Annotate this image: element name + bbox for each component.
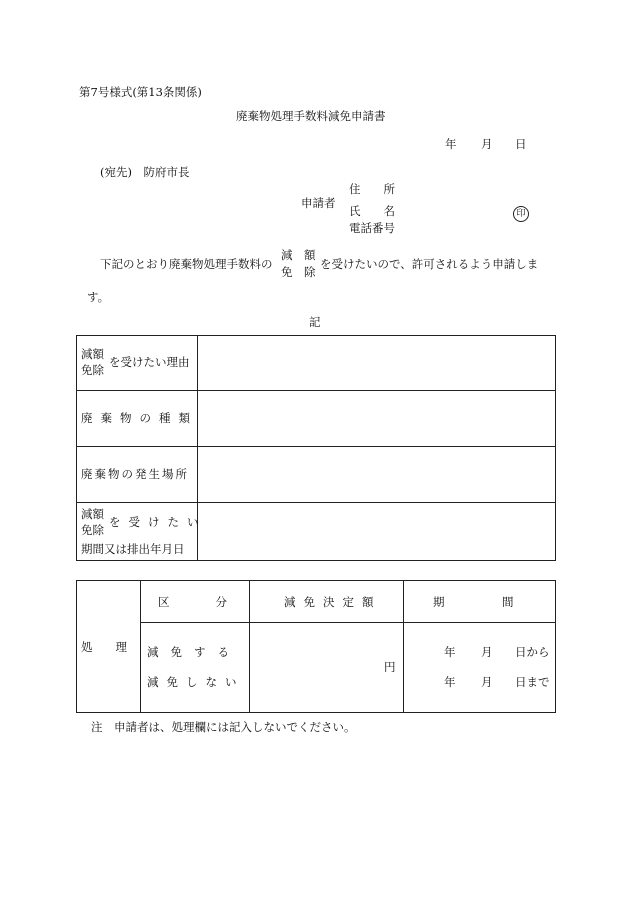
period2-year: 年 xyxy=(444,675,456,689)
body-text-before: 下記のとおり廃棄物処理手数料の xyxy=(100,257,273,271)
date-day: 日 xyxy=(515,137,527,151)
body-option-menjo: 免 除 xyxy=(281,265,316,279)
row1-option-menjo: 免除 xyxy=(81,363,104,377)
document-title: 廃棄物処理手数料減免申請書 xyxy=(236,109,386,123)
row2-label: 廃棄物の種類 xyxy=(81,411,198,425)
addressee: (宛先) 防府市長 xyxy=(100,165,190,179)
date-year: 年 xyxy=(445,137,457,151)
period2-suffix: 日まで xyxy=(515,675,550,689)
row3-label: 廃棄物の発生場所 xyxy=(81,467,189,481)
period1-month: 月 xyxy=(481,645,493,659)
applicant-address-label: 住 所 xyxy=(349,182,395,196)
ki-heading: 記 xyxy=(309,315,321,329)
date-month: 月 xyxy=(481,137,493,151)
row4-label-a: を受けたい xyxy=(109,515,207,529)
option-reject: 減免しない xyxy=(147,675,245,689)
applicant-phone-label: 電話番号 xyxy=(349,221,395,235)
body-text-after: を受けたいので、許可されるよう申請しま xyxy=(320,257,539,271)
period1-year: 年 xyxy=(444,645,456,659)
row4-option-menjo: 免除 xyxy=(81,523,104,537)
period2-month: 月 xyxy=(481,675,493,689)
col-amount-header: 減免決定額 xyxy=(284,595,382,609)
row1-option-genngaku: 減額 xyxy=(81,347,104,361)
body-option-genngaku: 減 額 xyxy=(281,248,316,262)
applicant-name-label: 氏 名 xyxy=(349,204,395,218)
col-kubun-header: 区 分 xyxy=(158,595,227,609)
period1-suffix: 日から xyxy=(515,645,550,659)
seal-mark: 印 xyxy=(513,206,529,222)
col-period-header: 期 間 xyxy=(433,595,514,609)
footnote: 注 申請者は、処理欄には記入しないでください。 xyxy=(91,720,356,734)
processing-label: 処 理 xyxy=(81,640,127,654)
row1-label: を受けたい理由 xyxy=(109,355,190,369)
row4-option-genngaku: 減額 xyxy=(81,507,104,521)
form-number: 第7号様式(第13条関係) xyxy=(79,85,202,99)
amount-unit: 円 xyxy=(384,660,396,674)
option-approve: 減免する xyxy=(147,645,241,659)
applicant-label: 申請者 xyxy=(301,196,336,210)
body-text-continuation: す。 xyxy=(87,290,110,304)
row4-label-b: 期間又は排出年月日 xyxy=(81,542,185,556)
